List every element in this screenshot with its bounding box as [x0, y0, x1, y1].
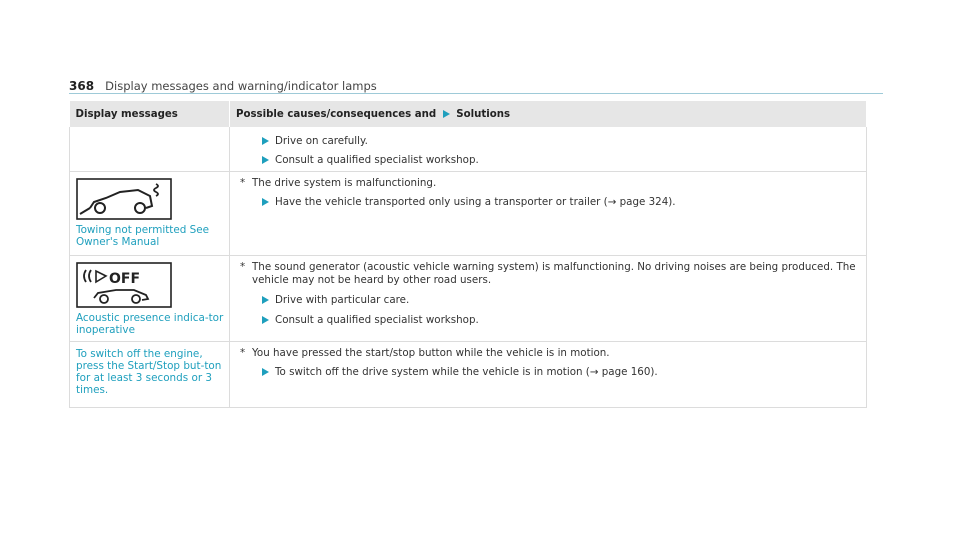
solution-step: [262, 294, 856, 307]
step-arrow-icon: [262, 156, 269, 164]
step-arrow-icon: [262, 137, 269, 145]
cause-text: * The sound generator (acoustic vehicle warning system) is malfunctioning. No driving noises are being produced. The vehicle may not be heard by other road users.: [240, 261, 856, 286]
solution-arrow-icon: [443, 110, 450, 118]
off-text: OFF: [109, 271, 141, 287]
step-text: To switch off the drive system while the vehicle is in motion (→ page 160).: [275, 366, 658, 378]
table-row: [70, 256, 867, 342]
step-arrow-icon: [262, 368, 269, 376]
display-message-label: Acoustic presence indica-tor inoperative: [76, 312, 224, 336]
solution-step: [262, 154, 856, 167]
display-message-label: To switch off the engine, press the Start/Stop but-ton for at least 3 seconds or 3 times.: [76, 348, 222, 396]
step-arrow-icon: [262, 198, 269, 206]
page-number: 368: [69, 79, 95, 93]
display-cell: [70, 256, 230, 342]
page-title: Display messages and warning/indicator lamps: [105, 79, 377, 93]
solution-step: [262, 196, 856, 209]
solution-step: [262, 366, 856, 379]
solution-cell: [230, 172, 867, 256]
cause-text: * You have pressed the start/stop button while the vehicle is in motion.: [240, 347, 610, 359]
col-header-causes: [230, 101, 867, 127]
acoustic-presence-icon: [76, 262, 172, 308]
col-header-solutions-text: Solutions: [456, 108, 511, 120]
step-arrow-icon: [262, 296, 269, 304]
step-text: Drive on carefully.: [275, 135, 368, 147]
table-row: [70, 342, 867, 408]
solution-cell: [230, 342, 867, 408]
step-text: Consult a qualified specialist workshop.: [275, 154, 479, 166]
towing-warning-icon: [76, 178, 172, 220]
solution-step: [262, 135, 856, 148]
page-header: [69, 75, 883, 94]
cause-text-content: The sound generator (acoustic vehicle warning system) is malfunctioning. No driving noises are being produced. The vehicle may not be heard by other road users.: [252, 261, 856, 286]
step-text: Consult a qualified specialist workshop.: [275, 314, 479, 326]
col-header-display-messages: Display messages: [70, 101, 230, 127]
table-row: [70, 127, 867, 172]
solution-cell: [230, 256, 867, 342]
display-cell: [70, 127, 230, 172]
cause-text: * The drive system is malfunctioning.: [240, 177, 437, 189]
cause-text-content: The drive system is malfunctioning.: [252, 177, 437, 189]
solution-cell: [230, 127, 867, 172]
display-message-label: Towing not permitted See Owner's Manual: [76, 224, 210, 248]
table-row: [70, 172, 867, 256]
cause-text-content: You have pressed the start/stop button while the vehicle is in motion.: [252, 347, 610, 359]
step-text: Drive with particular care.: [275, 294, 410, 306]
messages-table: [69, 101, 867, 408]
table-header-row: [70, 101, 867, 127]
step-text: Have the vehicle transported only using a transporter or trailer (→ page 324).: [275, 196, 676, 208]
step-arrow-icon: [262, 316, 269, 324]
display-cell: [70, 172, 230, 256]
col-header-causes-text: Possible causes/consequences and: [236, 108, 437, 120]
display-cell: [70, 342, 230, 408]
solution-step: [262, 314, 856, 327]
